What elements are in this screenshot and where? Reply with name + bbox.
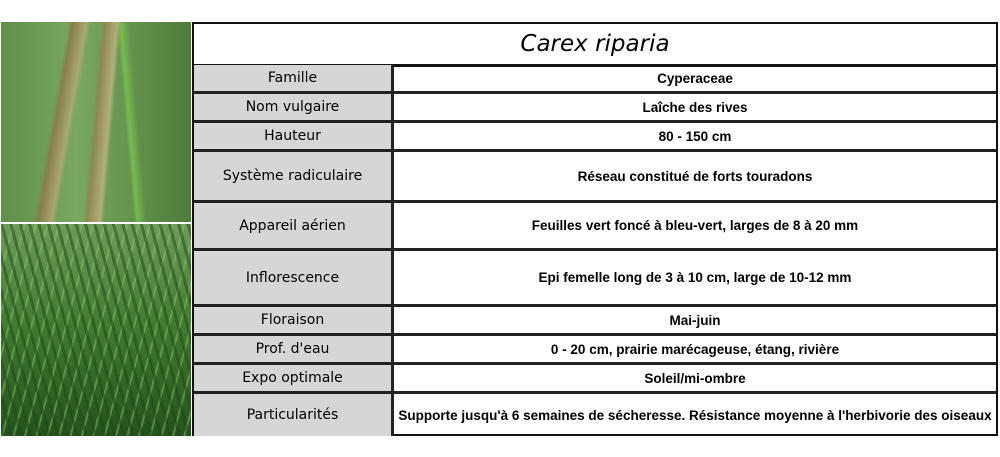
table-row [194,152,996,203]
row-value: Epi femelle long de 3 à 10 cm, large de 10-12 mm [538,270,852,285]
row-value: Soleil/mi-ombre [644,370,746,386]
row-label: Hauteur [194,123,394,149]
table-row [194,365,996,394]
table-row [194,336,996,365]
row-label: Système radiculaire [194,152,394,200]
row-value: Cyperaceae [657,70,733,86]
row-label: Expo optimale [194,365,394,391]
photo-inflorescence [1,22,191,222]
row-label: Inflorescence [194,251,394,304]
table-row [194,394,996,436]
row-label: Nom vulgaire [194,94,394,120]
row-value: Réseau constitué de forts touradons [577,168,813,184]
row-value: Feuilles vert foncé à bleu-vert, larges de 8 à 20 mm [531,218,859,233]
table-row [194,203,996,251]
table-row [194,251,996,307]
row-value: 80 - 150 cm [658,128,732,144]
row-label: Particularités [194,394,394,436]
row-label: Floraison [194,307,394,333]
table-row [194,307,996,336]
table-row [194,123,996,152]
species-title: Carex riparia [194,24,996,67]
row-label: Prof. d'eau [194,336,394,362]
row-value: Laîche des rives [642,99,748,115]
photo-plant-clump [1,224,191,436]
species-table [192,22,998,436]
table-row [194,94,996,123]
row-value: 0 - 20 cm, prairie marécageuse, étang, rivière [550,341,840,357]
row-label: Famille [194,65,394,91]
row-label: Appareil aérien [194,203,394,248]
table-row [194,65,996,94]
row-value: Mai-juin [669,312,721,328]
row-value: Supporte jusqu'à 6 semaines de sécheresse. Résistance moyenne à l'herbivorie des oiseaux [398,407,992,423]
